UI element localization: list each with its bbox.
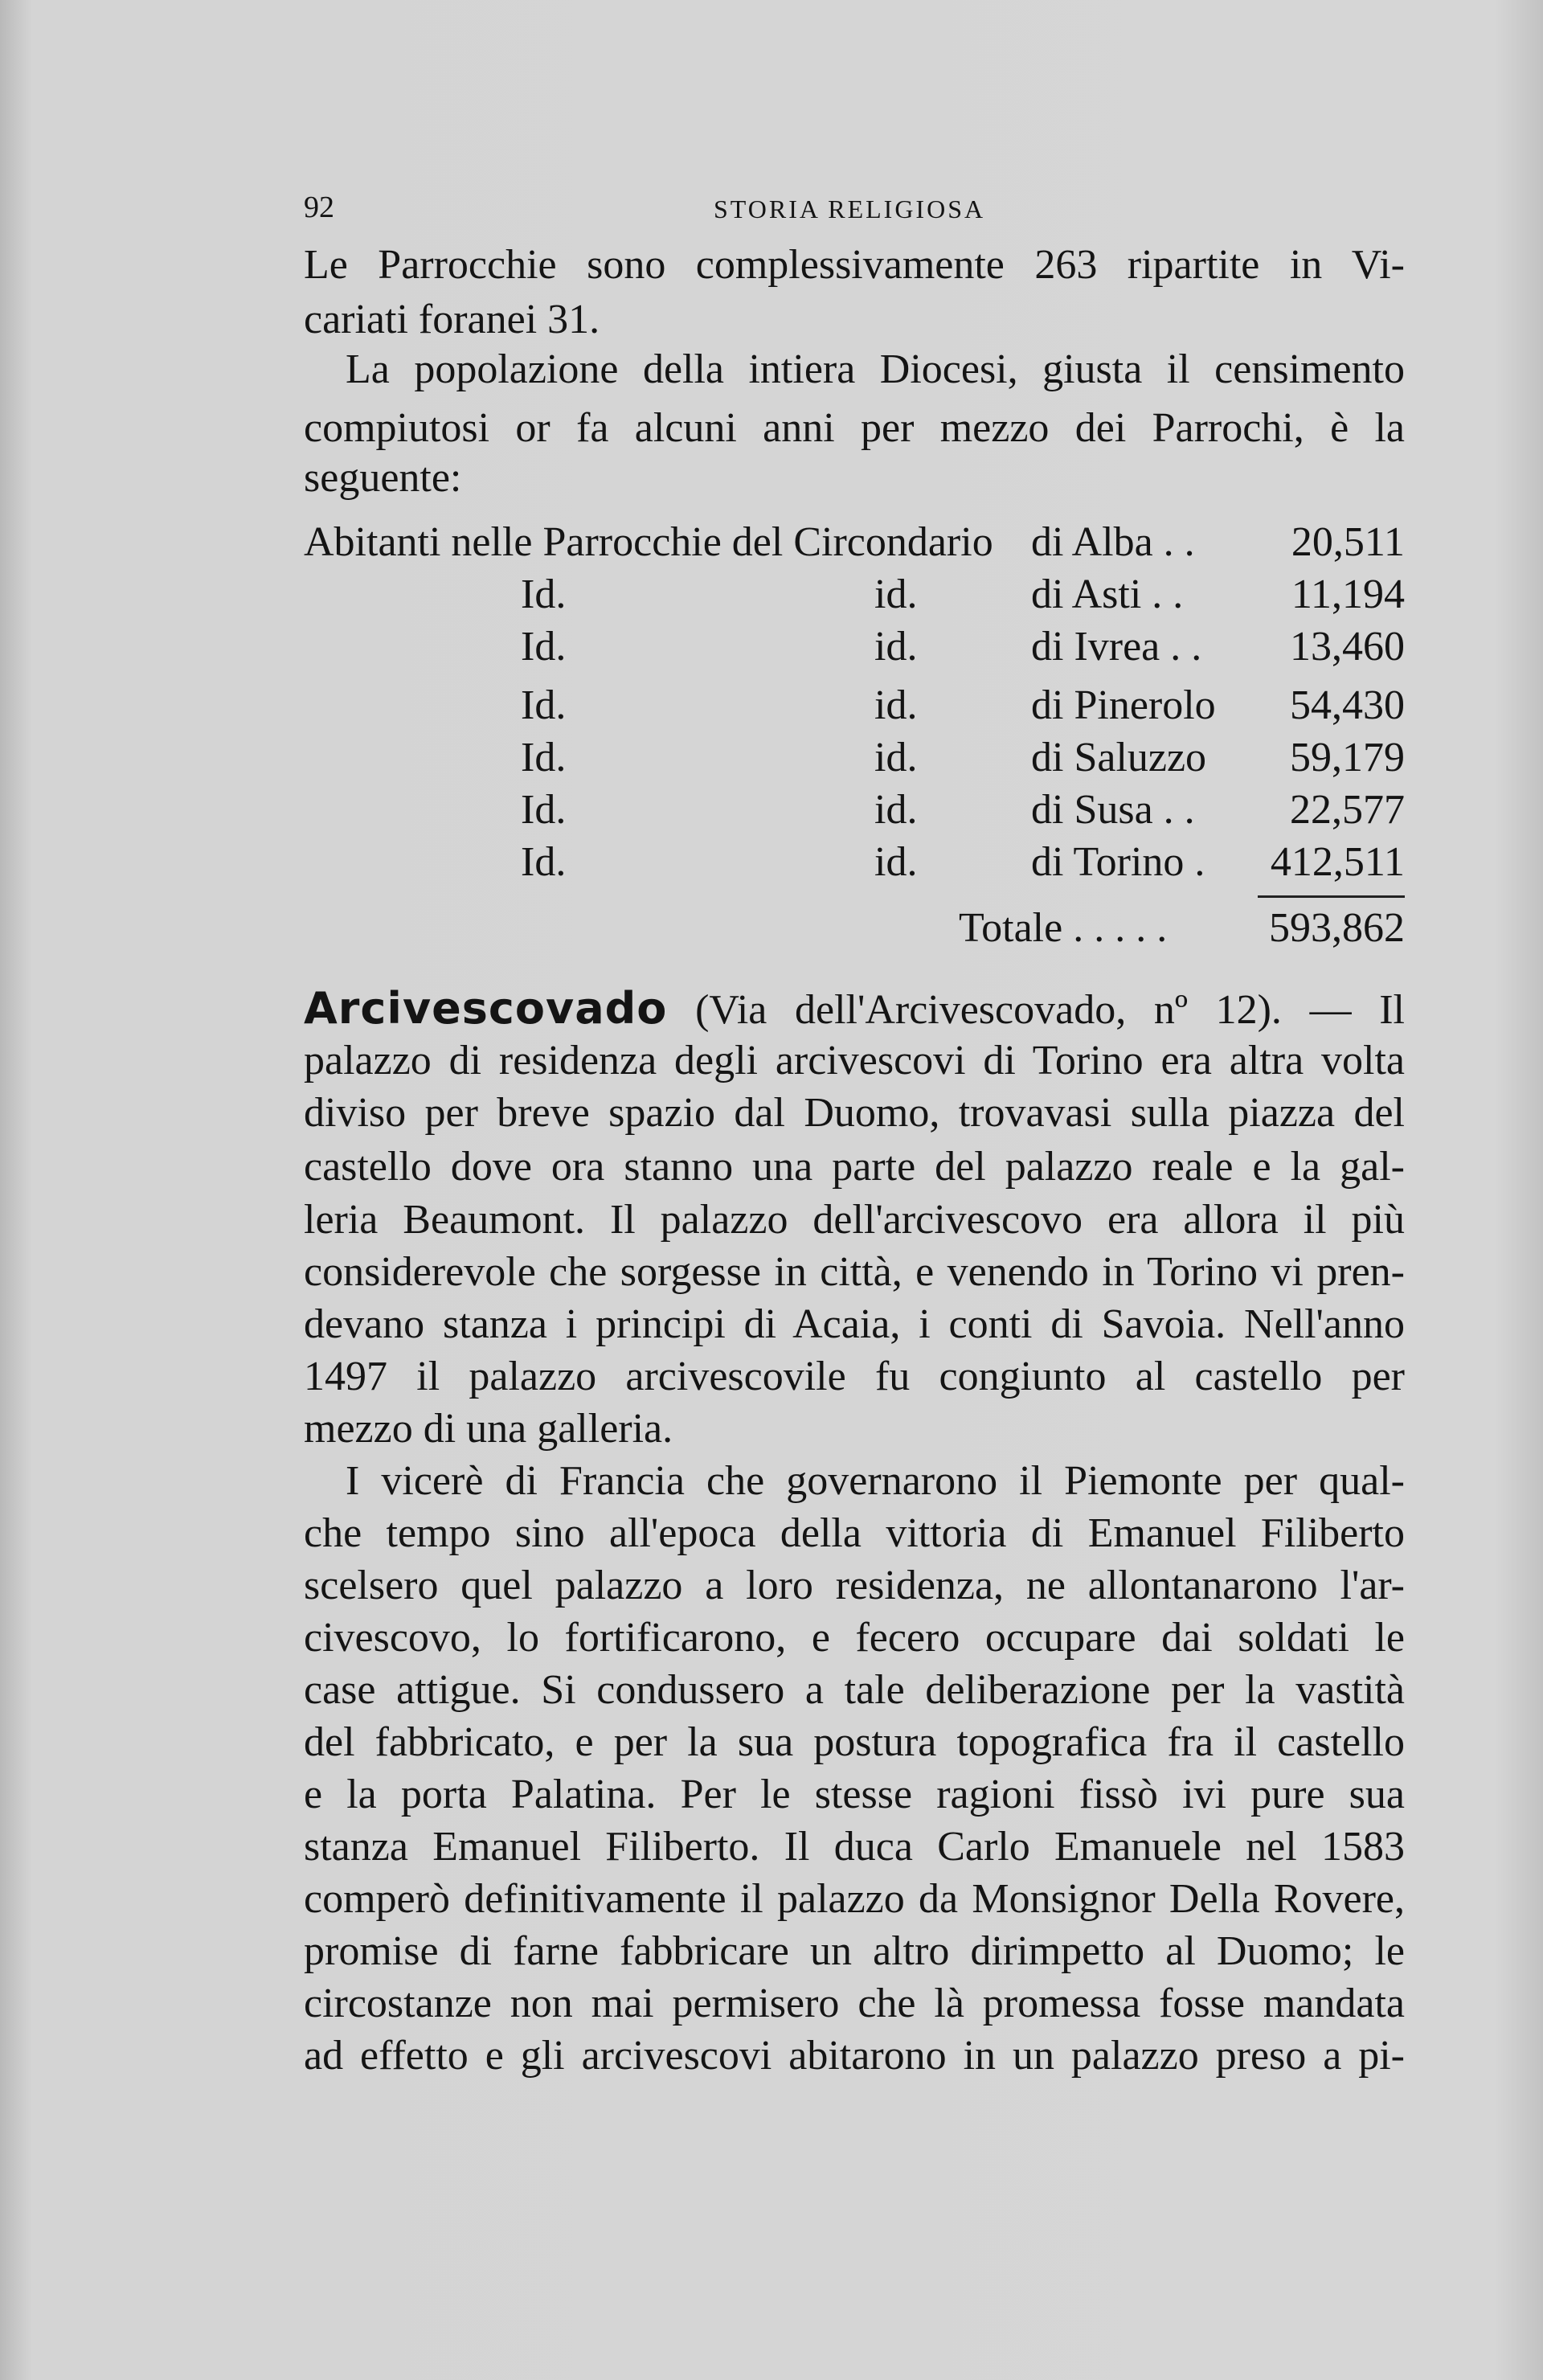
section-line: case attigue. Si condussero a tale deliberazione per la vastità	[304, 1667, 1405, 1713]
section-line: diviso per breve spazio dal Duomo, trovavasi sulla piazza del	[304, 1090, 1405, 1136]
row-value: 13,460	[1290, 624, 1405, 670]
section-line: Arcivescovado (Via dell'Arcivescovado, nº 12). — Il	[304, 983, 1405, 1034]
section-line: devano stanza i principi di Acaia, i conti di Savoia. Nell'anno	[304, 1301, 1405, 1347]
section-line: stanza Emanuel Filiberto. Il duca Carlo Emanuele nel 1583	[304, 1824, 1405, 1870]
row-district: di Saluzzo	[1031, 735, 1207, 780]
section-line: circostanze non mai permisero che là promessa fosse mandata	[304, 1981, 1405, 2026]
section-line: e la porta Palatina. Per le stesse ragioni fissò ivi pure sua	[304, 1772, 1405, 1817]
section-line: castello dove ora stanno una parte del palazzo reale e la gal-	[304, 1144, 1405, 1190]
total-rule	[1258, 895, 1405, 898]
row-id2: id.	[874, 624, 918, 670]
table-row	[304, 734, 1405, 782]
intro2-line: compiutosi or fa alcuni anni per mezzo dei Parrochi, è la	[304, 405, 1405, 451]
table-row	[304, 838, 1405, 887]
section-line: leria Beaumont. Il palazzo dell'arcivescovo era allora il più	[304, 1197, 1405, 1243]
row-id2: id.	[874, 571, 918, 617]
table-row	[304, 786, 1405, 834]
section-line: comperò definitivamente il palazzo da Monsignor Della Rovere,	[304, 1876, 1405, 1922]
table-row	[304, 571, 1405, 619]
row-id: Id.	[521, 571, 567, 617]
intro2-line: seguente:	[304, 455, 462, 501]
row-id2: id.	[874, 735, 918, 780]
row-id: Id.	[521, 735, 567, 780]
row-value: 412,511	[1270, 839, 1405, 885]
row-district: di Susa . .	[1031, 787, 1195, 833]
section-line: considerevole che sorgesse in città, e venendo in Torino vi pren-	[304, 1249, 1405, 1295]
section-line: 1497 il palazzo arcivescovile fu congiunto al castello per	[304, 1354, 1405, 1399]
row-district: di Pinerolo	[1031, 682, 1216, 728]
total-value: 593,862	[1269, 905, 1405, 951]
row-id2: id.	[874, 787, 918, 833]
row-value: 59,179	[1290, 735, 1405, 780]
running-header	[304, 190, 1405, 238]
section-line: palazzo di residenza degli arcivescovi di Torino era altra volta	[304, 1038, 1405, 1083]
row-id: Id.	[521, 787, 567, 833]
intro-line: Le Parrocchie sono complessivamente 263 ripartite in Vi-	[304, 242, 1405, 288]
row-value: 20,511	[1291, 519, 1405, 565]
section-line: mezzo di una galleria.	[304, 1406, 673, 1452]
total-label: Totale . . . . .	[959, 905, 1168, 951]
row-label: Abitanti nelle Parrocchie del Circondario	[304, 519, 993, 565]
running-title: STORIA RELIGIOSA	[714, 195, 986, 223]
table-row	[304, 518, 1405, 567]
row-district: di Ivrea . .	[1031, 624, 1202, 670]
table-row	[304, 623, 1405, 671]
row-district: di Alba . .	[1031, 519, 1195, 565]
table-total-row	[304, 904, 1405, 952]
row-id: Id.	[521, 839, 567, 885]
row-district: di Torino .	[1031, 839, 1205, 885]
section-line: ad effetto e gli arcivescovi abitarono in un palazzo preso a pi-	[304, 2033, 1405, 2079]
section-line: promise di farne fabbricare un altro dirimpetto al Duomo; le	[304, 1928, 1405, 1974]
intro2-line: La popolazione della intiera Diocesi, giusta il censimento	[346, 346, 1405, 392]
row-value: 22,577	[1290, 787, 1405, 833]
row-value: 11,194	[1291, 571, 1405, 617]
section-line: scelsero quel palazzo a loro residenza, ne allontanarono l'ar-	[304, 1563, 1405, 1608]
section-line: I vicerè di Francia che governarono il Piemonte per qual-	[346, 1458, 1405, 1504]
page-number: 92	[304, 190, 334, 224]
row-value: 54,430	[1290, 682, 1405, 728]
section-heading: Arcivescovado	[304, 983, 668, 1034]
row-id2: id.	[874, 839, 918, 885]
section-line: civescovo, lo fortificarono, e fecero occupare dai soldati le	[304, 1615, 1405, 1661]
row-id: Id.	[521, 682, 567, 728]
row-id: Id.	[521, 624, 567, 670]
section-line: del fabbricato, e per la sua postura topografica fra il castello	[304, 1719, 1405, 1765]
row-id2: id.	[874, 682, 918, 728]
table-row	[304, 682, 1405, 730]
section-line: che tempo sino all'epoca della vittoria di Emanuel Filiberto	[304, 1510, 1405, 1556]
intro-line: cariati foranei 31.	[304, 297, 600, 342]
row-district: di Asti . .	[1031, 571, 1184, 617]
